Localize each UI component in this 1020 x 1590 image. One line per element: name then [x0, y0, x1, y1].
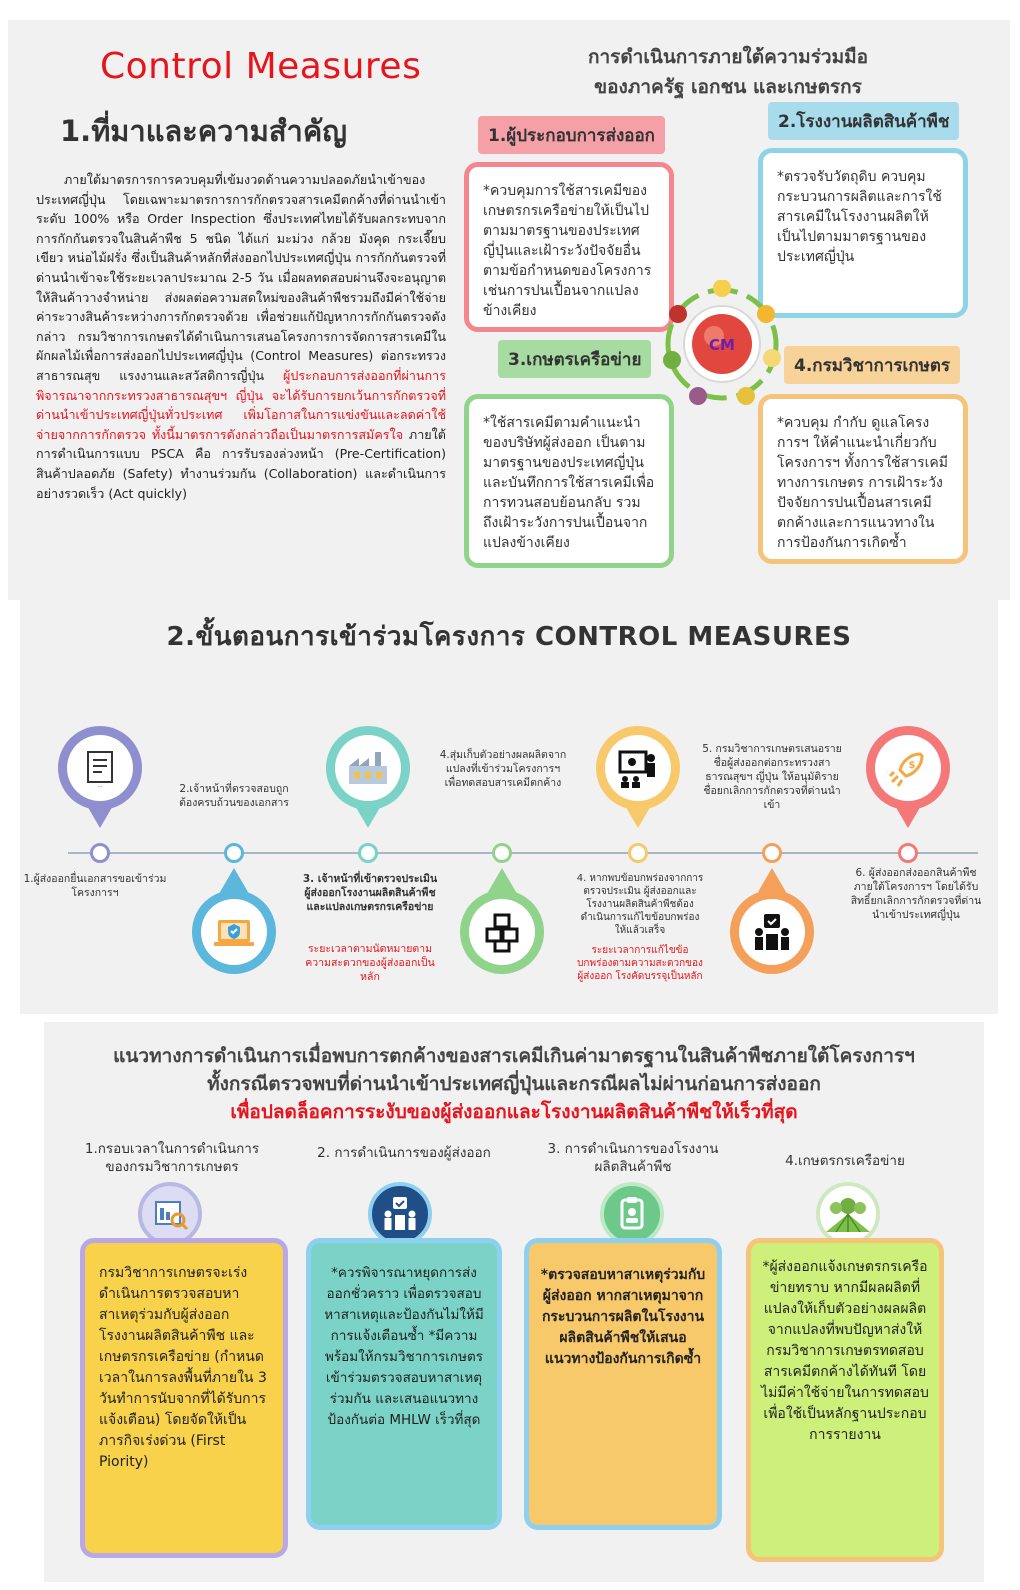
column2-header: 2. การดำเนินการของผู้ส่งออก — [317, 1145, 491, 1161]
column1-card: กรมวิชาการเกษตรจะเร่งดำเนินการตรวจสอบหาสาเหตุร่วมกับผู้ส่งออก โรงงานผลิตสินค้าพืช และเกษตรกรเครือข่าย (กำหนดเวลาในการลงพื้นที่ภายใน 3 วันทำการนับจากที่ได้รับการแจ้งเตือน) โดยจัดให้เป็น ภารกิจเร่งด่วน (First Piority) — [80, 1238, 288, 1558]
section-background-and-importance — [8, 20, 1010, 600]
step6-text: 6. ผู้ส่งออกส่งออกสินค้าพืชภายใต้โครงการฯ โดยได้รับสิทธิ์ยกเลิกการกักตรวจที่ด่านนำเข้าประเทศญี่ปุ่น — [850, 867, 982, 921]
boxes-icon — [480, 910, 524, 954]
column3-header: 3. การดำเนินการของโรงงานผลิตสินค้าพืช — [547, 1141, 719, 1175]
document-icon — [80, 748, 120, 788]
team-approval-icon — [750, 910, 794, 954]
step4-corrective-pin-tail — [624, 804, 652, 828]
section-join-steps — [20, 596, 998, 1014]
step4-corrective-node — [628, 843, 648, 863]
step5-text: 5. กรมวิชาการเกษตรเสนอรายชื่อผู้ส่งออกต่อกระทรวงสาธารณสุขฯ ญี่ปุ่น ให้อนุมัติรายชื่อยกเลิกการกักตรวจที่ด่านนำเข้า — [702, 743, 842, 811]
section1-heading: 1.ที่มาและความสำคัญ — [60, 114, 347, 148]
partner-tab-farmer: 3.เกษตรเครือข่าย — [498, 340, 651, 378]
column4-header: 4.เกษตรกรเครือข่าย — [785, 1153, 905, 1169]
step5-node — [762, 843, 782, 863]
svg-text:$: $ — [908, 760, 916, 771]
column4-icon-wrap — [816, 1182, 880, 1246]
factory-icon — [345, 748, 391, 788]
collaboration-title: การดำเนินการภายใต้ความร่วมมือ ของภาครัฐ เอกชน และเกษตรกร — [587, 46, 869, 98]
step3-node — [358, 843, 378, 863]
partner-tab-exporter: 1.ผู้ประกอบการส่งออก — [478, 116, 665, 154]
column1-icon-wrap — [138, 1182, 202, 1246]
partner-box-doa: *ควบคุม กำกับ ดูแลโครงการฯ ให้คำแนะนำเกี่ยวกับโครงการฯ ทั้งการใช้สารเคมีทางการเกษตร การเฝ้าระวังปัจจัยการปนเปื้อนสารเคมีตกค้างและการแนวทางในการป้องกันการเกิดซ้ำ — [758, 394, 968, 564]
intro-paragraph — [36, 170, 446, 503]
step3-pin — [326, 726, 410, 810]
step4-sampling-pin — [460, 890, 544, 974]
step1-pin — [58, 726, 142, 810]
produce-wheel-icon — [658, 280, 786, 408]
step4-corrective-note: ระยะเวลาการแก้ไขข้อบกพร่องตามความสะดวกของผู้ส่งออก โรงคัดบรรจุเป็นหลัก — [577, 945, 703, 982]
step4-corrective-pin — [596, 726, 680, 810]
step4-sampling-text: 4.สุ่มเก็บตัวอย่างผลผลิตจากแปลงที่เข้าร่วมโครงการฯเพื่อทดสอบสารเคมีตกค้าง — [439, 749, 567, 789]
timeline-line — [68, 852, 978, 854]
column2-card: *ควรพิจารณาหยุดการส่งออกชั่วคราว เพื่อตรวจสอบหาสาเหตุและป้องกันไม่ให้มีการแจ้งเตือนซ้ำ *มีความพร้อมให้กรมวิชาการเกษตรเข้าร่วมตรวจสอบหาสาเหตุร่วมกัน และเสนอแนวทางป้องกันต่อ MHLW เร็วที่สุด — [306, 1238, 502, 1530]
column3-icon-wrap — [600, 1182, 664, 1246]
step5-pin — [730, 890, 814, 974]
column4-card: *ผู้ส่งออกแจ้งเกษตรกรเครือข่ายทราบ หากมีผลผลิตที่แปลงให้เก็บตัวอย่างผลผลิตจากแปลงที่พบปัญหาส่งให้กรมวิชาการเกษตรทดสอบสารเคมีตกค้างได้ทันที โดยไม่มีค่าใช้จ่ายในการทดสอบ เพื่อใช้เป็นหลักฐานประกอบการรายงาน — [746, 1238, 944, 1562]
step4-corrective-text: 4. หากพบข้อบกพร่องจากการตรวจประเมิน ผู้ส่งออกและโรงงานผลิตสินค้าพืชต้องดำเนินการแก้ไขข้อบกพร่องให้แล้วเสร็จ — [576, 873, 704, 936]
section-residue-response — [44, 1022, 984, 1582]
column2-icon-wrap — [368, 1182, 432, 1246]
partner-box-farmer: *ใช้สารเคมีตามคำแนะนำของบริษัทผู้ส่งออก เป็นตามมาตรฐานของประเทศญี่ปุ่นและบันทึกการใช้สารเคมีเพื่อการทวนสอบย้อนกลับ รวมถึงเฝ้าระวังการปนเปื้อนจากแปลงข้างเคียง — [464, 394, 674, 568]
column1-header: 1.กรอบเวลาในการดำเนินการของกรมวิชาการเกษตร — [84, 1141, 260, 1175]
team-check-icon — [380, 1194, 420, 1234]
step1-text: 1.ผู้ส่งออกยื่นเอกสารขอเข้าร่วมโครงการฯ — [23, 873, 167, 899]
presentation-icon — [616, 746, 660, 790]
produce-wheel — [658, 280, 786, 408]
section2-title: 2.ขั้นตอนการเข้าร่วมโครงการ CONTROL MEASURES — [166, 622, 852, 652]
partner-tab-factory: 2.โรงงานผลิตสินค้าพืช — [768, 102, 959, 140]
step2-node — [224, 843, 244, 863]
partner-tab-doa: 4.กรมวิชาการเกษตร — [784, 346, 960, 384]
step3-pin-tail — [354, 804, 382, 828]
column3-card: *ตรวจสอบหาสาเหตุร่วมกับผู้ส่งออก หากสาเหตุมาจากกระบวนการผลิตในโรงงานผลิตสินค้าพืชให้เสนอแนวทางป้องกันการเกิดซ้ำ — [524, 1238, 722, 1530]
step2-pin — [192, 890, 276, 974]
step6-pin — [866, 726, 950, 810]
step1-pin-tail — [86, 804, 114, 828]
intro-text: ภายใต้มาตรการการควบคุมที่เข้มงวดด้านความปลอดภัยนำเข้าของประเทศญี่ปุ่น โดยเฉพาะมาตรการการกักตรวจสารเคมีตกค้างที่ด่านนำเข้าระดับ 100% หรือ Order Inspection ซึ่งประเทศไทยได้รับผลกระทบจากการกักกันตรวจในสินค้าพืช 5 ชนิด ได้แก่ มะม่วง กล้วย มังคุด กระเจี๊ยบเขียว หน่อไม้ฝรั่ง ซึ่งเป็นสินค้าหลักที่ส่งออกไปประเทศญี่ปุ่น การกักกันตรวจที่ด่านนำเข้าจะใช้ระยะเวลาประมาณ 2-5 วัน เมื่อผลทดสอบผ่านจึงจะอนุญาตให้สินค้าวางจำหน่าย ส่งผลต่อความสดใหม่ของสินค้าพืชรวมถึงมีค่าใช้จ่าย ค่าระวางสินค้าระหว่างการกักตรวจด้วย เพื่อช่วยแก้ปัญหาการกักกันตรวจดังกล่าว กรมวิชาการเกษตรได้ดำเนินการเสนอโครงการการจัดการสารเคมีในผักผลไม้เพื่อการส่งออกไปประเทศญี่ปุ่น (Control Measures) ต่อกระทรวงสาธารณสุข แรงงานและสวัสดิการญี่ปุ่น — [36, 172, 446, 383]
document-icon-caption: ... — [97, 783, 103, 788]
intro-text-tail: ภายใต้การดำเนินการแบบ PSCA คือ การรับรองล่วงหน้า (Pre-Certification) สินค้าปลอดภัย (Safety) ทำงานร่วมกัน (Collaboration) และดำเนินการอย่างรวดเร็ว (Act quickly) — [36, 426, 446, 501]
control-measures-title: Control Measures — [100, 46, 422, 87]
step4-sampling-node — [492, 843, 512, 863]
report-inspect-icon — [150, 1194, 190, 1234]
partner-box-factory: *ตรวจรับวัตถุดิบ ควบคุมกระบวนการผลิตและการใช้สารเคมีในโรงงานผลิตให้เป็นไปตามมาตรฐานของประเทศญี่ปุ่น — [758, 148, 968, 318]
step3-text: 3. เจ้าหน้าที่เข้าตรวจประเมินผู้ส่งออกโรงงานผลิตสินค้าพืชและแปลงเกษตรกรเครือข่าย — [302, 873, 438, 913]
step2-pin-tail — [220, 868, 248, 892]
step3-note: ระยะเวลาตามนัดหมายตามความสะดวกของผู้ส่งออกเป็นหลัก — [305, 943, 435, 983]
step1-node — [90, 843, 110, 863]
rocket-icon — [886, 746, 930, 790]
step6-node — [898, 843, 918, 863]
clipboard-user-icon — [612, 1194, 652, 1234]
section3-title: แนวทางการดำเนินการเมื่อพบการตกค้างของสารเคมีเกินค่ามาตรฐานในสินค้าพืชภายใต้โครงการฯ ทั้งกรณีตรวจพบที่ด่านนำเข้าประเทศญี่ปุ่นและกรณีผลไม่ผ่านก่อนการส่งออก เพื่อปลดล็อคการระงับของผู้ส่งออกและโรงงานผลิตสินค้าพืชให้เร็วที่สุด — [113, 1045, 915, 1123]
step5-pin-tail — [758, 868, 786, 892]
step4-sampling-pin-tail — [488, 868, 516, 892]
partner-box-exporter: *ควบคุมการใช้สารเคมีของเกษตรกรเครือข่ายให้เป็นไปตามมาตรฐานของประเทศญี่ปุ่นและเฝ้าระวังปัจจัยอื่นตามข้อกำหนดของโครงการ เช่นการปนเปื้อนจากแปลงข้างเคียง — [464, 162, 674, 332]
step6-pin-tail — [894, 804, 922, 828]
wheel-label: CM — [709, 336, 735, 354]
intro-text-highlight: ผู้ประกอบการส่งออกที่ผ่านการพิจารณาจากกระทรวงสาธารณสุขฯ ญี่ปุ่น จะได้รับการยกเว้นการกักตรวจที่ด่านนำเข้าประเทศญี่ปุ่นทั่วประเทศ เพิ่มโอกาสในการแข่งขันและลดค่าใช้จ่ายจากการกักตรวจ ทั้งนี้มาตรการดังกล่าวถือเป็นมาตรการสมัครใจ — [36, 367, 446, 442]
step2-text: 2.เจ้าหน้าที่ตรวจสอบถูกต้องครบถ้วนของเอกสาร — [179, 783, 289, 809]
farm-field-icon — [826, 1196, 870, 1232]
verified-laptop-icon — [212, 910, 256, 954]
